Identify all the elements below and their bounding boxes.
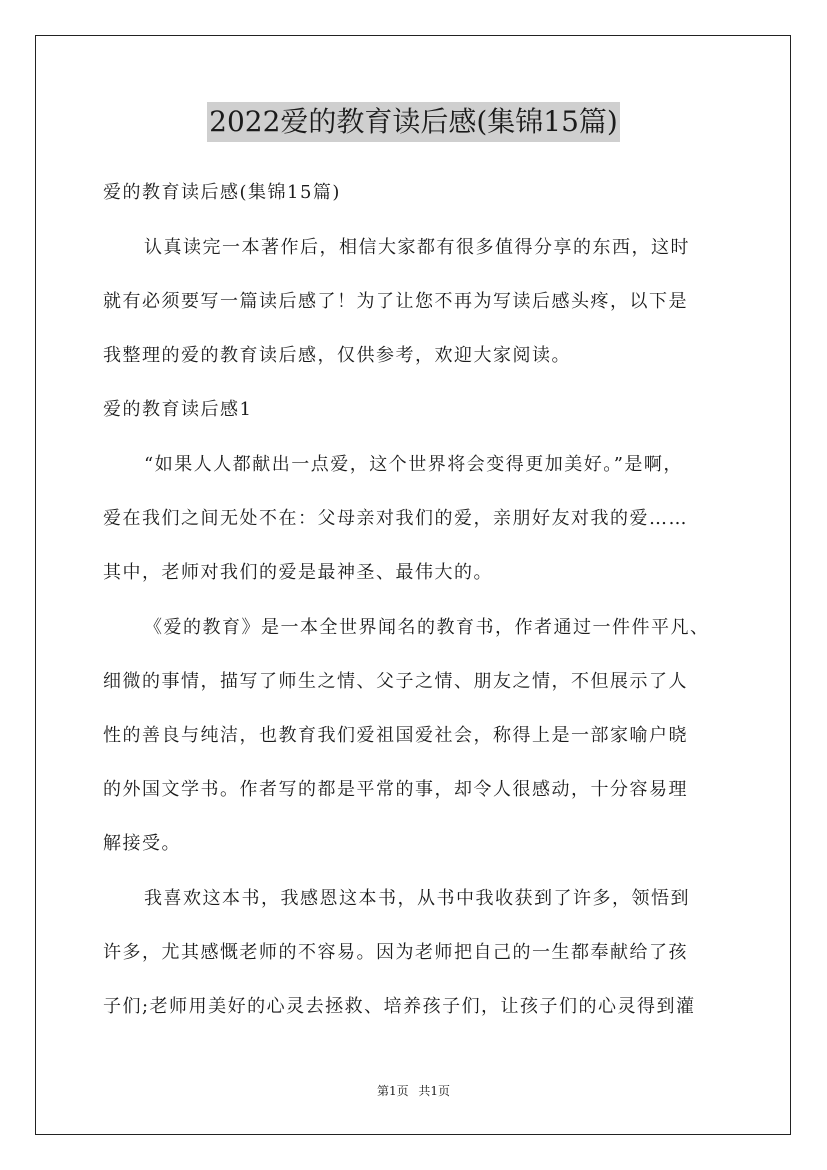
paragraph-line: 子们;老师用美好的心灵去拯救、培养孩子们，让孩子们的心灵得到灌	[103, 996, 696, 1017]
section-heading: 爱的教育读后感1	[103, 399, 253, 420]
title-container	[0, 102, 827, 142]
paragraph-line: 我喜欢这本书，我感恩这本书，从书中我收获到了许多，领悟到	[144, 888, 690, 909]
page-footer	[0, 1083, 827, 1099]
document-title: 2022爱的教育读后感(集锦15篇)	[207, 102, 620, 142]
paragraph-line: 爱在我们之间无处不在：父母亲对我们的爱，亲朋好友对我的爱……	[103, 508, 688, 529]
paragraph-line: 《爱的教育》是一本全世界闻名的教育书，作者通过一件件平凡、	[144, 617, 710, 638]
page-total: 共1页	[418, 1084, 451, 1098]
paragraph-line: 认真读完一本著作后，相信大家都有很多值得分享的东西，这时	[144, 237, 690, 258]
document-subtitle: 爱的教育读后感(集锦15篇)	[103, 182, 341, 203]
paragraph-line: 许多，尤其感慨老师的不容易。因为老师把自己的一生都奉献给了孩	[103, 942, 688, 963]
paragraph-line: 的外国文学书。作者写的都是平常的事，却令人很感动，十分容易理	[103, 779, 688, 800]
paragraph-line: 性的善良与纯洁，也教育我们爱祖国爱社会，称得上是一部家喻户晓	[103, 725, 688, 746]
paragraph-line: “如果人人都献出一点爱，这个世界将会变得更加美好。”是啊，	[144, 454, 683, 475]
paragraph-line: 解接受。	[103, 833, 181, 854]
paragraph-line: 我整理的爱的教育读后感，仅供参考，欢迎大家阅读。	[103, 345, 571, 366]
paragraph-line: 就有必须要写一篇读后感了！为了让您不再为写读后感头疼，以下是	[103, 291, 688, 312]
paragraph-line: 其中，老师对我们的爱是最神圣、最伟大的。	[103, 562, 493, 583]
paragraph-line: 细微的事情，描写了师生之情、父子之情、朋友之情，不但展示了人	[103, 671, 688, 692]
page-number: 第1页	[376, 1084, 409, 1098]
